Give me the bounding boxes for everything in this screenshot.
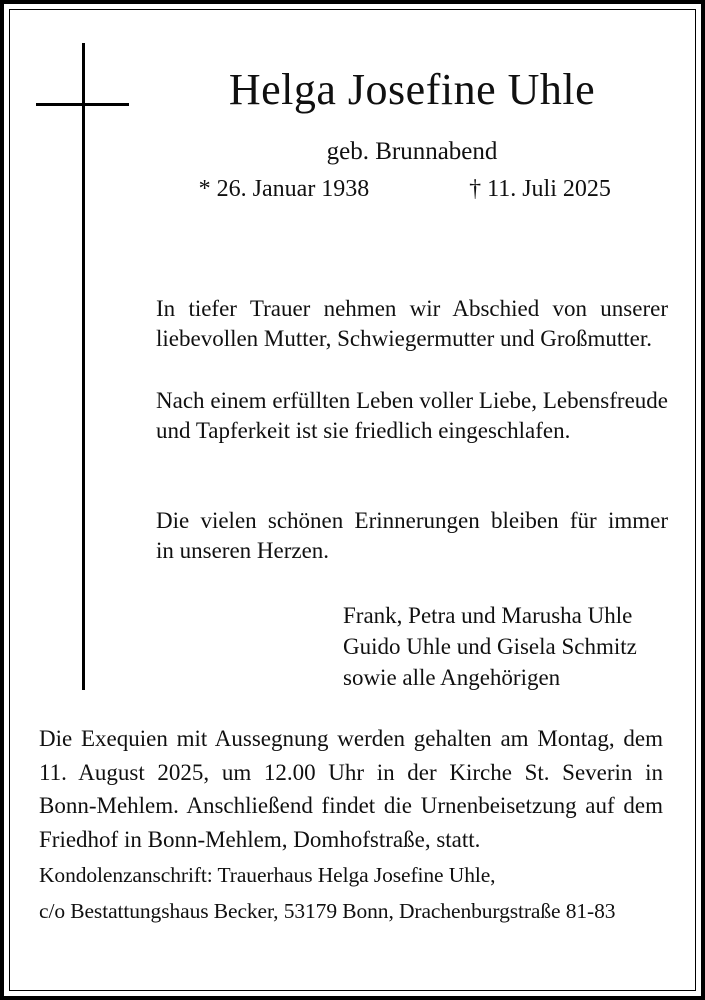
paragraph-line: und Tapferkeit ist sie friedlich eingeschlafen.: [156, 418, 571, 443]
paragraph-line: Die Exequien mit Aussegnung werden gehalten am Montag, dem: [39, 726, 663, 751]
paragraph-funeral-service: [39, 722, 663, 856]
deceased-name: Helga Josefine Uhle: [228, 65, 596, 114]
paragraph-fulfilled-life: [156, 386, 668, 446]
paragraph-line: in unseren Herzen.: [156, 538, 330, 563]
mourners-line: Frank, Petra und Marusha Uhle: [343, 603, 633, 628]
paragraph-line: In tiefer Trauer nehmen wir Abschied von unserer: [156, 296, 668, 321]
cross-horizontal-bar: [36, 103, 129, 106]
paragraph-line: Bonn-Mehlem. Anschließend findet die Urnenbeisetzung auf dem: [39, 793, 663, 818]
mourners-line: Guido Uhle und Gisela Schmitz: [343, 634, 637, 659]
birth-date: * 26. Januar 1938: [198, 176, 370, 202]
mourners-list: [343, 600, 637, 693]
cross-vertical-bar: [82, 43, 85, 690]
condolence-line: Kondolenzanschrift: Trauerhaus Helga Josefine Uhle,: [39, 863, 496, 887]
maiden-name: geb. Brunnabend: [326, 138, 498, 165]
paragraph-line: Die vielen schönen Erinnerungen bleiben für immer: [156, 508, 668, 533]
death-date: † 11. Juli 2025: [469, 176, 611, 202]
paragraph-mourning-intro: [156, 294, 668, 354]
paragraph-line: 11. August 2025, um 12.00 Uhr in der Kirche St. Severin in: [39, 759, 663, 785]
condolence-line: c/o Bestattungshaus Becker, 53179 Bonn, Drachenburgstraße 81-83: [39, 899, 616, 923]
paragraph-line: Friedhof in Bonn-Mehlem, Domhofstraße, statt.: [39, 826, 481, 852]
paragraph-line: Nach einem erfüllten Leben voller Liebe, Lebensfreude: [156, 388, 668, 413]
life-dates-row: [156, 174, 668, 204]
paragraph-condolence-address: [39, 857, 693, 929]
paragraph-memories: [156, 506, 668, 566]
paragraph-line: liebevollen Mutter, Schwiegermutter und Großmutter.: [156, 326, 653, 351]
mourners-line: sowie alle Angehörigen: [343, 665, 561, 690]
